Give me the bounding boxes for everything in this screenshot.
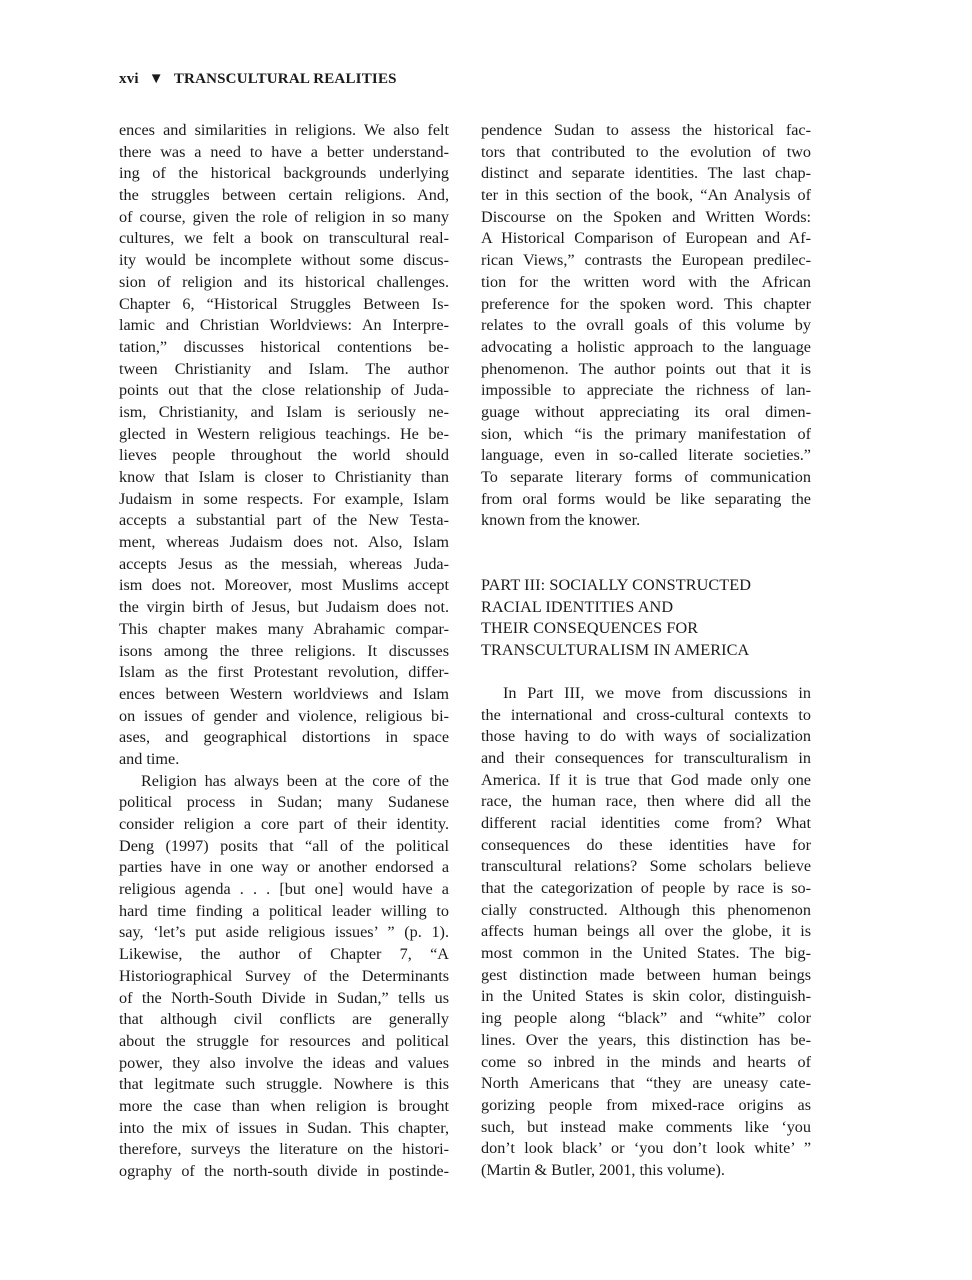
- text-line: about the struggle for resources and political: [119, 1031, 449, 1050]
- right-paragraph-1: [481, 120, 811, 532]
- text-line: that legitmate such struggle. Nowhere is this: [119, 1075, 449, 1094]
- heading-line: THEIR CONSEQUENCES FOR: [481, 619, 699, 638]
- text-line: consequences do these identities have for: [481, 835, 811, 854]
- heading-line: PART III: SOCIALLY CONSTRUCTED: [481, 576, 752, 595]
- text-line: the struggles between certain religions. And,: [119, 186, 449, 205]
- text-line: points out that the close relationship of Juda-: [119, 381, 449, 400]
- text-line: therefore, surveys the literature on the histori-: [119, 1140, 449, 1159]
- text-line: ing of the historical backgrounds underlying: [119, 164, 449, 183]
- text-line: ences and similarities in religions. We also felt: [119, 121, 449, 139]
- text-line: on issues of gender and violence, religious bi-: [119, 706, 449, 725]
- text-line: gest distinction made between human beings: [481, 965, 811, 984]
- text-line: cultures, we felt a book on transcultural real-: [119, 229, 449, 248]
- text-line: transcultural relations? Some scholars believe: [481, 857, 811, 876]
- text-line: parties have in one way or another endorsed a: [119, 858, 449, 877]
- text-line: Islam as the first Protestant revolution, differ-: [119, 663, 449, 682]
- text-line: A Historical Comparison of European and Af-: [481, 229, 811, 248]
- text-line: In Part III, we move from discussions in: [503, 683, 811, 702]
- text-line: Discourse on the Spoken and Written Words:: [481, 207, 811, 226]
- text-line: from oral forms would be like separating the: [481, 489, 811, 508]
- text-line: lieves people throughout the world should: [119, 446, 449, 465]
- text-line: ing people along “black” and “white” color: [481, 1009, 811, 1028]
- running-header: [119, 68, 397, 90]
- text-line: ism does not. Moreover, most Muslims accept: [119, 576, 449, 595]
- text-line: more the case than when religion is brought: [119, 1096, 449, 1115]
- text-line: distinct and separate identities. The last chap-: [481, 164, 811, 183]
- text-line: This chapter makes many Abrahamic compar-: [119, 619, 449, 638]
- text-line: Historiographical Survey of the Determinants: [119, 966, 449, 985]
- text-line: sion, which “is the primary manifestation of: [481, 424, 811, 443]
- text-line: ment, whereas Judaism does not. Also, Islam: [119, 533, 449, 552]
- text-line: lamic and Christian Worldviews: An Interpre-: [119, 316, 449, 335]
- text-line: those having to do with ways of socialization: [481, 727, 811, 746]
- text-line: Chapter 6, “Historical Struggles Between Is-: [119, 294, 449, 313]
- text-line: sion of religion and its historical challenges.: [119, 272, 449, 291]
- text-line: and time.: [119, 749, 180, 768]
- text-line: that although civil conflicts are generally: [119, 1010, 449, 1029]
- running-title: TRANSCULTURAL REALITIES: [173, 70, 397, 87]
- text-line: Judaism in some respects. For example, Islam: [119, 489, 449, 508]
- text-line: accepts Jesus as the messiah, whereas Juda-: [119, 554, 449, 573]
- page-number: xvi: [119, 70, 139, 87]
- text-line: the virgin birth of Jesus, but Judaism does not.: [119, 598, 449, 617]
- text-line: tion for the written word with the African: [481, 272, 811, 291]
- text-line: ity would be incomplete without some discus-: [119, 251, 449, 270]
- text-line: phenomenon. The author points out that it is: [481, 359, 811, 378]
- text-line: preference for the spoken word. This chapter: [481, 294, 811, 313]
- text-line: such, but instead make comments like ‘you: [481, 1117, 811, 1136]
- text-line: tors that contributed to the evolution of two: [481, 142, 811, 161]
- text-line: isons among the three religions. It discusses: [119, 641, 449, 660]
- text-line: tation,” discusses historical contentions be-: [119, 337, 449, 356]
- text-line: race, the human race, then where did all the: [481, 792, 811, 811]
- text-line: of course, given the role of religion in so many: [119, 207, 449, 226]
- text-line: there was a need to have a better understand-: [119, 142, 449, 161]
- text-line: ences between Western worldviews and Islam: [119, 684, 449, 703]
- text-line: ases, and geographical distortions in space: [119, 728, 449, 747]
- text-line: hard time finding a political leader willing to: [119, 901, 449, 920]
- text-line: of the North-South Divide in Sudan,” tells us: [119, 988, 449, 1007]
- text-line: know that Islam is closer to Christianity than: [119, 468, 449, 486]
- text-line: Likewise, the author of Chapter 7, “A: [119, 945, 449, 964]
- text-line: impossible to appreciate the richness of lan-: [481, 381, 811, 400]
- right-column: [481, 120, 811, 1182]
- text-line: different racial identities come from? What: [481, 813, 811, 832]
- text-line: and their consequences for transculturalism in: [481, 748, 811, 767]
- section-heading: [481, 575, 811, 662]
- text-line: that the categorization of people by race is so-: [481, 879, 811, 897]
- heading-line: RACIAL IDENTITIES AND: [481, 597, 674, 616]
- text-line: (Martin & Butler, 2001, this volume).: [481, 1160, 725, 1179]
- text-line: ography of the north-south divide in postinde-: [119, 1162, 449, 1180]
- text-line: guage without appreciating its oral dimen-: [481, 402, 811, 421]
- text-line: power, they also involve the ideas and values: [119, 1053, 449, 1072]
- right-paragraph-2: [481, 683, 811, 1182]
- text-line: accepts a substantial part of the New Testa-: [119, 511, 449, 530]
- text-line: glected in Western religious teachings. He be-: [119, 424, 449, 443]
- left-column: [119, 120, 449, 1183]
- text-line: America. If it is true that God made only one: [481, 770, 811, 789]
- text-line: say, ‘let’s put aside religious issues’ ” (p. 1).: [119, 923, 449, 942]
- text-line: North Americans that “they are uneasy cate-: [481, 1074, 811, 1093]
- text-line: into the mix of issues in Sudan. This chapter,: [119, 1118, 449, 1137]
- text-line: To separate literary forms of communication: [481, 468, 811, 486]
- text-line: known from the knower.: [481, 511, 641, 530]
- text-line: in the United States is skin color, distinguish-: [481, 987, 811, 1006]
- text-line: ism, Christianity, and Islam is seriously ne-: [119, 402, 449, 421]
- triangle-marker-icon: ▼: [148, 70, 164, 87]
- text-line: cially constructed. Although this phenomenon: [481, 900, 811, 919]
- text-line: pendence Sudan to assess the historical fac-: [481, 121, 811, 139]
- text-line: tween Christianity and Islam. The author: [119, 359, 449, 378]
- heading-line: TRANSCULTURALISM IN AMERICA: [481, 641, 750, 660]
- text-line: rican Views,” contrasts the European predilec-: [481, 251, 811, 270]
- text-line: advocating a holistic approach to the language: [481, 337, 811, 356]
- text-line: religious agenda . . . [but one] would have a: [119, 880, 449, 899]
- text-line: affects human beings all over the globe, it is: [481, 922, 811, 941]
- text-line: gorizing people from mixed-race origins as: [481, 1095, 811, 1114]
- text-line: the international and cross-cultural contexts to: [481, 705, 811, 724]
- text-line: language, even in so-called literate societies.”: [481, 446, 811, 465]
- text-line: consider religion a core part of their identity.: [119, 815, 449, 833]
- text-line: come so inbred in the minds and hearts of: [481, 1052, 811, 1071]
- text-line: political process in Sudan; many Sudanese: [119, 793, 449, 812]
- text-line: don’t look black’ or ‘you don’t look white’ ”: [481, 1139, 811, 1158]
- text-line: relates to the ovrall goals of this volume by: [481, 316, 811, 335]
- text-line: Deng (1997) posits that “all of the political: [119, 836, 449, 855]
- text-line: lines. Over the years, this distinction has be-: [481, 1030, 811, 1049]
- text-line: ter in this section of the book, “An Analysis of: [481, 186, 811, 205]
- spacer: [481, 662, 811, 683]
- text-line: Religion has always been at the core of the: [141, 771, 449, 790]
- spacer: [481, 532, 811, 575]
- text-line: most common in the United States. The big-: [481, 944, 811, 963]
